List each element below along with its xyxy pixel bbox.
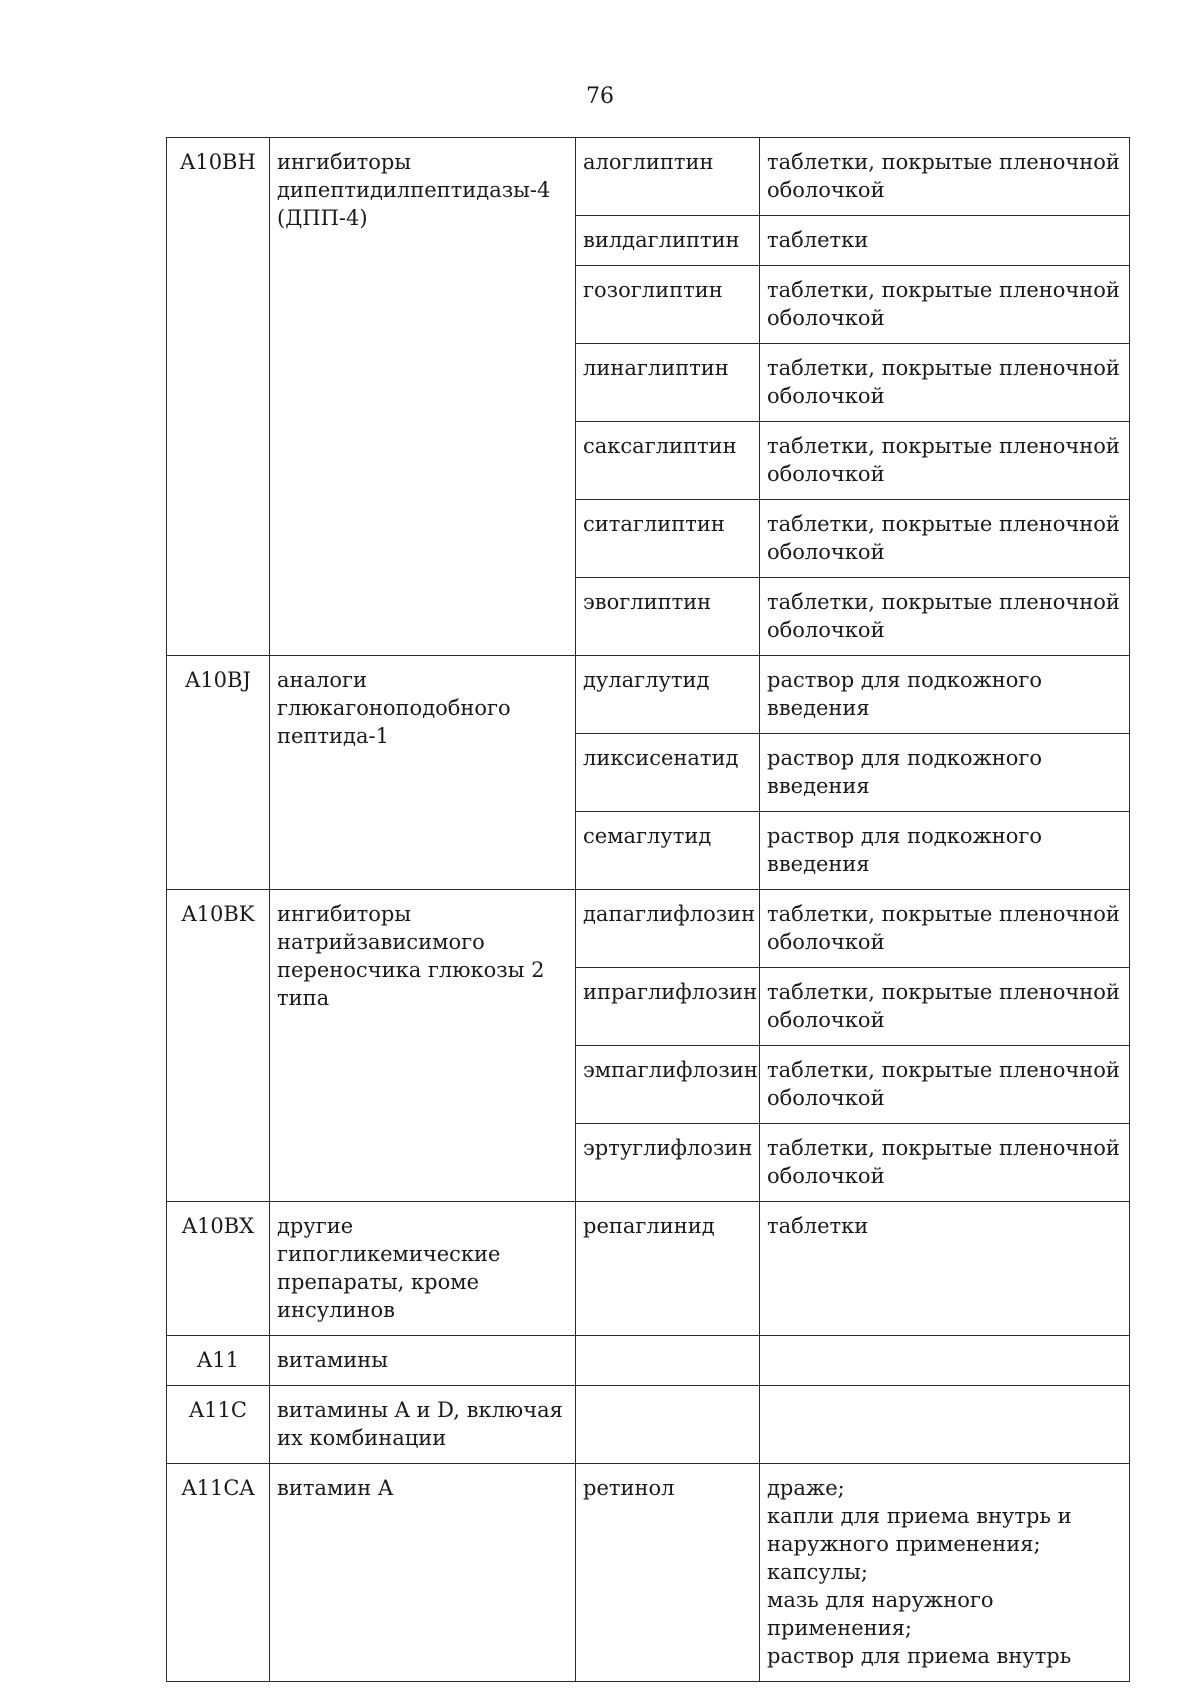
dosage-form-line: таблетки, покрытые пленочной оболочкой [767, 590, 1120, 642]
dosage-form-cell [760, 968, 1130, 1046]
dosage-form-line: таблетки, покрытые пленочной оболочкой [767, 1058, 1120, 1110]
drug-name-cell: саксаглиптин [576, 422, 760, 500]
table-row [167, 138, 1130, 216]
drug-name-cell [576, 1336, 760, 1386]
dosage-form-cell [760, 138, 1130, 216]
dosage-form-cell [760, 734, 1130, 812]
anatomical-group-cell: аналоги глюкагоноподобного пептида-1 [270, 656, 576, 890]
anatomical-group-cell: ингибиторы натрийзависимого переносчика глюкозы 2 типа [270, 890, 576, 1202]
drug-name-cell: семаглутид [576, 812, 760, 890]
dosage-form-line: таблетки [767, 1214, 869, 1238]
dosage-form-line: таблетки, покрытые пленочной оболочкой [767, 150, 1120, 202]
table-row [167, 656, 1130, 734]
dosage-form-cell [760, 266, 1130, 344]
atc-code-cell: A10BJ [167, 656, 270, 890]
page-number: 76 [586, 84, 614, 109]
anatomical-group-cell: другие гипогликемические препараты, кроме инсулинов [270, 1202, 576, 1336]
dosage-form-line: таблетки, покрытые пленочной оболочкой [767, 278, 1120, 330]
dosage-form-cell [760, 1386, 1130, 1464]
dosage-form-cell [760, 1336, 1130, 1386]
drug-name-cell: ретинол [576, 1464, 760, 1682]
dosage-form-line: раствор для подкожного введения [767, 746, 1043, 798]
dosage-form-line: раствор для подкожного введения [767, 668, 1043, 720]
dosage-form-line: таблетки, покрытые пленочной оболочкой [767, 512, 1120, 564]
dosage-form-line: таблетки, покрытые пленочной оболочкой [767, 902, 1120, 954]
drug-table [166, 137, 1130, 1682]
drug-name-cell: ситаглиптин [576, 500, 760, 578]
drug-name-cell: эртуглифлозин [576, 1124, 760, 1202]
table-row [167, 1336, 1130, 1386]
table-row [167, 1386, 1130, 1464]
dosage-form-line: таблетки, покрытые пленочной оболочкой [767, 1136, 1120, 1188]
drug-name-cell: эвоглиптин [576, 578, 760, 656]
table-row [167, 1464, 1130, 1682]
atc-code-cell: A11 [167, 1336, 270, 1386]
atc-code-cell: A10BH [167, 138, 270, 656]
dosage-form-cell [760, 422, 1130, 500]
atc-code-cell: A11CA [167, 1464, 270, 1682]
drug-name-cell: ипраглифлозин [576, 968, 760, 1046]
dosage-form-line: раствор для подкожного введения [767, 824, 1043, 876]
drug-name-cell: дапаглифлозин [576, 890, 760, 968]
dosage-form-cell [760, 656, 1130, 734]
anatomical-group-cell: витамин A [270, 1464, 576, 1682]
drug-name-cell: вилдаглиптин [576, 216, 760, 266]
dosage-form-line: таблетки, покрытые пленочной оболочкой [767, 356, 1120, 408]
atc-code-cell: A10BK [167, 890, 270, 1202]
dosage-form-cell [760, 1464, 1130, 1682]
anatomical-group-cell: витамины A и D, включая их комбинации [270, 1386, 576, 1464]
dosage-form-cell [760, 1124, 1130, 1202]
atc-code-cell: A10BX [167, 1202, 270, 1336]
dosage-form-line: капсулы; [767, 1560, 868, 1584]
drug-name-cell: репаглинид [576, 1202, 760, 1336]
anatomical-group-cell: витамины [270, 1336, 576, 1386]
dosage-form-line: таблетки [767, 228, 869, 252]
dosage-form-line: капли для приема внутрь и наружного применения; [767, 1504, 1072, 1556]
dosage-form-cell [760, 216, 1130, 266]
dosage-form-line: драже; [767, 1476, 845, 1500]
anatomical-group-cell: ингибиторы дипептидилпептидазы-4 (ДПП-4) [270, 138, 576, 656]
drug-name-cell: эмпаглифлозин [576, 1046, 760, 1124]
dosage-form-line: таблетки, покрытые пленочной оболочкой [767, 980, 1120, 1032]
table-row [167, 1202, 1130, 1336]
drug-name-cell: дулаглутид [576, 656, 760, 734]
dosage-form-cell [760, 890, 1130, 968]
dosage-form-cell [760, 1046, 1130, 1124]
drug-name-cell [576, 1386, 760, 1464]
dosage-form-cell [760, 1202, 1130, 1336]
dosage-form-cell [760, 500, 1130, 578]
dosage-form-cell [760, 578, 1130, 656]
dosage-form-line: таблетки, покрытые пленочной оболочкой [767, 434, 1120, 486]
atc-code-cell: A11C [167, 1386, 270, 1464]
drug-name-cell: алоглиптин [576, 138, 760, 216]
dosage-form-cell [760, 344, 1130, 422]
dosage-form-line: раствор для приема внутрь [767, 1644, 1072, 1668]
table-row [167, 890, 1130, 968]
drug-name-cell: гозоглиптин [576, 266, 760, 344]
dosage-form-line: мазь для наружного применения; [767, 1588, 994, 1640]
dosage-form-cell [760, 812, 1130, 890]
drug-name-cell: линаглиптин [576, 344, 760, 422]
drug-name-cell: ликсисенатид [576, 734, 760, 812]
